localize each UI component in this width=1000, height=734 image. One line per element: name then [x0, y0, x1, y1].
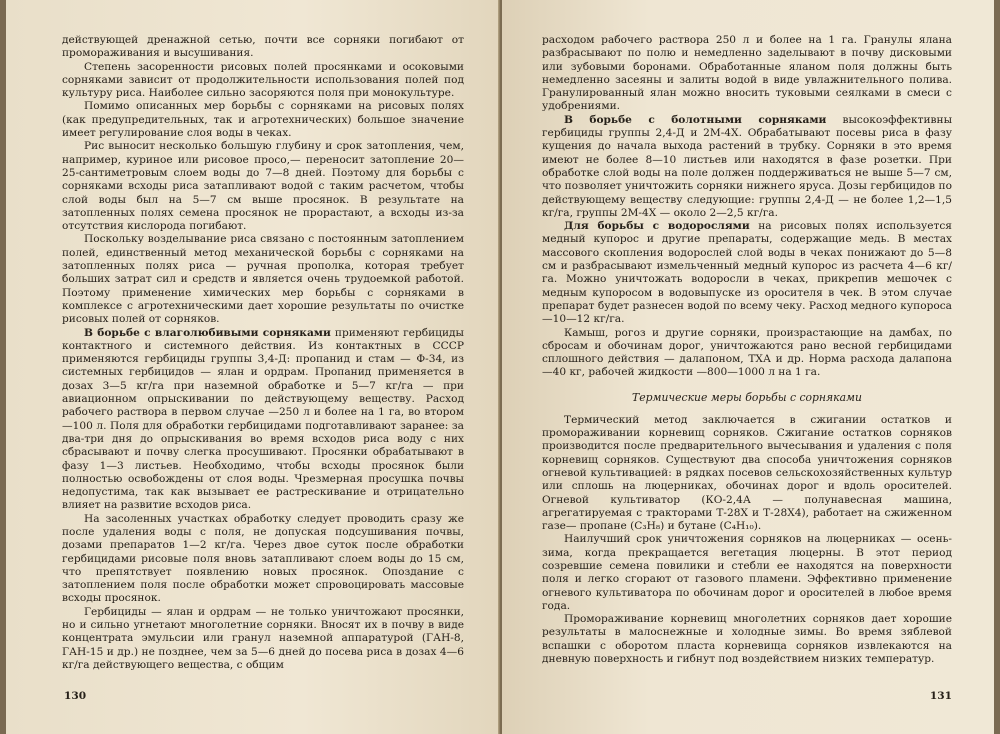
- paragraph-body: Наилучший срок уничтожения сорняков на люцерниках — осень-зима, когда прекращается вегетация люцерны. В этот период созревшие семена повилики и стебли ее находятся на поверхности поля и легко сгорают от газового пламени. Эффективно применение огневого культиватора по обочинам дорог и оросителей в любое время года.: [542, 533, 952, 612]
- paragraph: [62, 606, 464, 672]
- paragraph-lead-bold: В борьбе с влаголюбивыми сорняками: [84, 326, 331, 339]
- paragraph-body: Помимо описанных мер борьбы с сорняками на рисовых полях (как предупредительных, так и агротехнических) большое значение имеет регулирование слоя воды в чеках.: [62, 100, 464, 140]
- left-page-number: 130: [64, 690, 87, 702]
- left-page: [6, 0, 500, 734]
- paragraph-lead-bold: Для борьбы с водорослями: [564, 220, 750, 233]
- paragraph: [62, 61, 464, 101]
- paragraph: [62, 327, 464, 513]
- paragraph: [542, 613, 952, 666]
- paragraph-body: высокоэффективны гербициды группы 2,4-Д и 2М-4Х. Обрабатывают посевы риса в фазу кущения до начала выхода растений в трубку. Сорняки в это время имеют не более 8—10 листьев или находятся в фазе розетки. При обработке слой воды на поле должен поддерживаться не выше 5—7 см, что позволяет уничтожить сорняки нижнего яруса. Дозы гербицидов по действующему веществу следующие: группы 2,4-Д — не более 1,2—1,5 кг/га, группы 2М-4Х — около 2—2,5 кг/га.: [542, 113, 953, 219]
- paragraph-body: действующей дренажной сетью, почти все сорняки погибают от промораживания и высушивания.: [62, 34, 464, 60]
- left-page-text: [62, 34, 464, 672]
- paragraph: [542, 533, 952, 613]
- paragraph: [542, 327, 952, 380]
- paragraph: [542, 220, 952, 326]
- paragraph: [62, 513, 464, 606]
- paragraph-body: Камыш, рогоз и другие сорняки, произрастающие на дамбах, по сбросам и обочинам дорог, уничтожаются рано весной гербицидами сплошного действия — далапоном, ТХА и др. Норма расхода далапона —40 кг, рабочей жидкости —800—1000 л на 1 га.: [542, 326, 952, 379]
- paragraph: [542, 114, 952, 220]
- paragraph-body: применяют гербициды контактного и системного действия. Из контактных в СССР применяются гербициды группы 3,4-Д: пропанид и стам — Ф-34, из системных гербицидов — ялан и ордрам. Пропанид применяется в дозах 3—5 кг/га при наземной обработке и 5—7 кг/га — при авиационном опрыскивании по действующему веществу. Расход рабочего раствора в первом случае —250 л и более на 1 га, во втором —100 л. Поля для обработки гербицидами подготавливают заранее: за два-три дня до опрыскивания во время всходов риса воду с них сбрасывают и почву слегка просушивают. Просянки обрабатывают в фазу 1—3 листьев. Необходимо, чтобы всходы просянок были полностью освобождены от слоя воды. Чрезмерная просушка почвы недопустима, так как вызывает ее растрескивание и отрицательно влияет на развитие всходов риса.: [62, 326, 464, 512]
- paragraph: [542, 414, 952, 534]
- paragraph: [542, 34, 952, 114]
- right-page: [502, 0, 994, 734]
- right-page-text-after: [542, 414, 952, 667]
- paragraph: [62, 100, 464, 140]
- paragraph-body: Термический метод заключается в сжигании остатков и промораживании корневищ сорняков. Сжигание остатков сорняков производится после предварительного вычесывания и удаления с поля корневищ сорняков. Существуют два способа уничтожения сорняков огневой культивацией: в рядках посевов сельскохозяйственных культур или сплошь на люцерниках, обочинах дорог и вдоль оросителей. Огневой культиватор (КО-2,4А — полунавесная машина, агрегатируемая с тракторами Т-28Х и Т-28Х4), работает на сжиженном газе— пропане (C₃H₈) и бутане (C₄H₁₀).: [542, 413, 952, 533]
- paragraph-body: Промораживание корневищ многолетних сорняков дает хорошие результаты в малоснежные и холодные зимы. Во время зяблевой вспашки с оборотом пласта корневища сорняков извлекаются на дневную поверхность и гибнут под воздействием низких температур.: [542, 613, 952, 666]
- paragraph: [62, 140, 464, 233]
- paragraph-body: на рисовых полях используется медный купорос и другие препараты, содержащие медь. В местах массового скопления водорослей слой воды в чеках понижают до 5—8 см и разбрасывают измельченный медный купорос из расчета 4—6 кг/га. Можно уничтожать водоросли в чеках, прикрепив мешочек с медным купоросом в водовыпуске из оросителя в чек. В этом случае препарат будет разнесен водой по всему чеку. Расход медного купороса —10—12 кг/га.: [542, 220, 952, 326]
- paragraph: [62, 34, 464, 61]
- paragraph-body: расходом рабочего раствора 250 л и более на 1 га. Гранулы ялана разбрасывают по полю и немедленно заделывают в почву дисковыми или зубовыми боронами. Обработанные яланом поля должны быть немедленно засеяны и залиты водой в виде увлажнительного полива. Гранулированный ялан можно вносить туковыми сеялками в смеси с удобрениями.: [542, 34, 952, 113]
- right-page-text-before: [542, 34, 952, 380]
- paragraph-body: Поскольку возделывание риса связано с постоянным затоплением полей, единственный метод механической борьбы с сорняками на затопленных полях риса — ручная прополка, которая требует больших затрат сил и средств и является очень трудоемкой работой. Поэтому применение химических мер борьбы с сорняками в комплексе с агротехническими дает хорошие результаты по очистке рисовых полей от сорняков.: [62, 233, 464, 326]
- paragraph-body: Степень засоренности рисовых полей просянками и осоковыми сорняками зависит от продолжительности использования полей под культуру риса. Наиболее сильно засоряются поля при монокультуре.: [62, 60, 464, 100]
- section-heading: Термические меры борьбы с сорняками: [632, 390, 862, 404]
- paragraph: [62, 233, 464, 326]
- paragraph-lead-bold: В борьбе с болотными сорняками: [564, 113, 827, 126]
- paragraph-body: Гербициды — ялан и ордрам — не только уничтожают просянки, но и сильно угнетают многолетние сорняки. Вносят их в почву в виде концентрата эмульсии или гранул наземной аппаратурой (ГАН-8, ГАН-15 и др.) не позднее, чем за 5—6 дней до посева риса в дозах 4—6 кг/га действующего вещества, с общим: [62, 605, 464, 671]
- right-page-number: 131: [929, 690, 952, 702]
- paragraph-body: Рис выносит несколько большую глубину и срок затопления, чем, например, куриное или рисовое просо,— переносит затопление 20—25-сантиметровым слоем воды до 7—8 дней. Поэтому для борьбы с сорняками всходы риса затапливают водой с таким расчетом, чтобы слой воды был на 5—7 см выше просянок. В результате на затопленных полях семена просянок не прорастают, а всходы из-за отсутствия кислорода погибают.: [62, 140, 464, 233]
- paragraph-body: На засоленных участках обработку следует проводить сразу же после удаления воды с поля, не допуская подсушивания почвы, дозами препаратов 1—2 кг/га. Через двое суток после обработки гербицидами рисовые поля вновь затапливают слоем воды до 15 см, что препятствует появлению новых просянок. Опоздание с затоплением поля после обработки может спровоцировать массовые всходы просянок.: [62, 512, 464, 605]
